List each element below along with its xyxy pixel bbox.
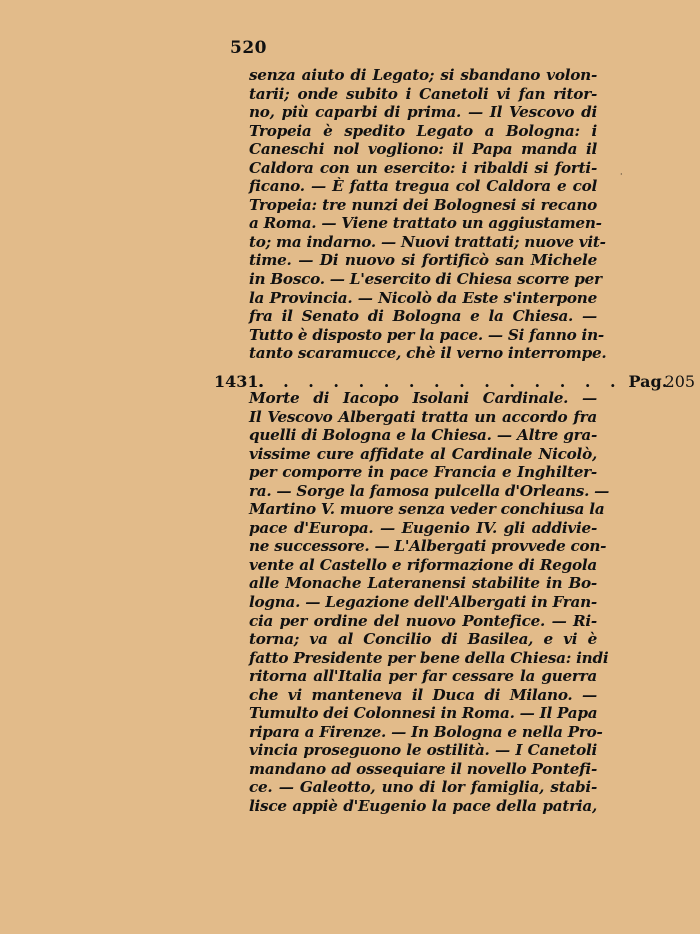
text-line: Tutto è disposto per la pace. — Si fanno in-: [249, 325, 604, 344]
text-line: vissime cure affidate al Cardinale Nicolò,: [249, 444, 597, 463]
text-line: cia per ordine del nuovo Pontefice. — Ri-: [249, 611, 597, 630]
text-line: to; ma indarno. — Nuovi trattati; nuove vit-: [249, 232, 606, 251]
text-line: Martino V. muore senza veder conchiusa la: [249, 500, 605, 519]
text-line: Tropeia: tre nunzi dei Bolognesi si recano: [249, 195, 597, 214]
text-line: vente al Castello e riformazione di Regola: [249, 555, 597, 574]
text-line: no, più caparbi di prima. — Il Vescovo di: [249, 103, 597, 122]
text-line: time. — Di nuovo si fortificò san Michele: [249, 251, 597, 270]
text-line: quelli di Bologna e la Chiesa. — Altre gra-: [249, 426, 597, 445]
text-line: ritorna all'Italia per far cessare la guerra: [249, 667, 597, 686]
summary-paragraph-1: [249, 66, 607, 363]
text-line: Tropeia è spedito Legato a Bologna: i: [249, 121, 597, 140]
text-line: la Provincia. — Nicolò da Este s'interpone: [249, 288, 597, 307]
text-line: tanto scaramucce, chè il verno interrompe.: [249, 344, 607, 363]
text-line: fra il Senato di Bologna e la Chiesa. —: [249, 307, 597, 326]
year-entry-row: [214, 371, 696, 391]
text-line: ce. — Galeotto, uno di lor famiglia, stabi-: [249, 778, 597, 797]
text-line: ripara a Firenze. — In Bologna e nella Pro-: [249, 722, 603, 741]
text-line: mandano ad ossequiare il novello Pontefi-: [249, 759, 597, 778]
text-line: fatto Presidente per bene della Chiesa: indi: [249, 648, 609, 667]
margin-dot: ·: [620, 170, 623, 179]
dot-leader: . . . . . . . . . . . . . . .: [258, 371, 623, 391]
text-line: alle Monache Lateranensi stabilite in Bo-: [249, 574, 597, 593]
entry-year: 1431.: [214, 371, 265, 391]
text-line: a Roma. — Viene trattato un aggiustamen-: [249, 214, 602, 233]
text-line: Morte di Iacopo Isolani Cardinale. —: [249, 389, 597, 407]
text-line: Il Vescovo Albergati tratta un accordo fra: [249, 407, 597, 426]
text-line: ficano. — È fatta tregua col Caldora e col: [249, 177, 597, 196]
text-line: Caneschi nol vogliono: il Papa manda il: [249, 140, 597, 159]
text-line: torna; va al Concilio di Basilea, e vi è: [249, 630, 597, 649]
text-line: lisce appiè d'Eugenio la pace della patria,: [249, 797, 597, 816]
text-line: senza aiuto di Legato; si sbandano volon-: [249, 66, 597, 84]
page-number: 520: [230, 38, 267, 58]
text-line: che vi manteneva il Duca di Milano. —: [249, 685, 597, 704]
text-line: pace d'Europa. — Eugenio IV. gli addivie-: [249, 518, 597, 537]
text-line: vincia proseguono le ostilità. — I Canetoli: [249, 741, 597, 760]
text-line: Caldora con un esercito: i ribaldi si forti-: [249, 158, 597, 177]
text-line: in Bosco. — L'esercito di Chiesa scorre per: [249, 270, 602, 289]
text-line: Tumulto dei Colonnesi in Roma. — Il Papa: [249, 704, 598, 723]
text-line: logna. — Legazione dell'Albergati in Fran-: [249, 593, 597, 612]
summary-paragraph-2: [249, 389, 610, 816]
page-label: Pag.: [628, 371, 668, 391]
text-line: ra. — Sorge la famosa pulcella d'Orleans. —: [249, 481, 610, 500]
text-line: tarii; onde subito i Canetoli vi fan ritor-: [249, 84, 597, 103]
text-line: ne successore. — L'Albergati provvede con-: [249, 537, 607, 556]
page-reference: 205: [664, 371, 696, 391]
text-line: per comporre in pace Francia e Inghilter-: [249, 463, 597, 482]
